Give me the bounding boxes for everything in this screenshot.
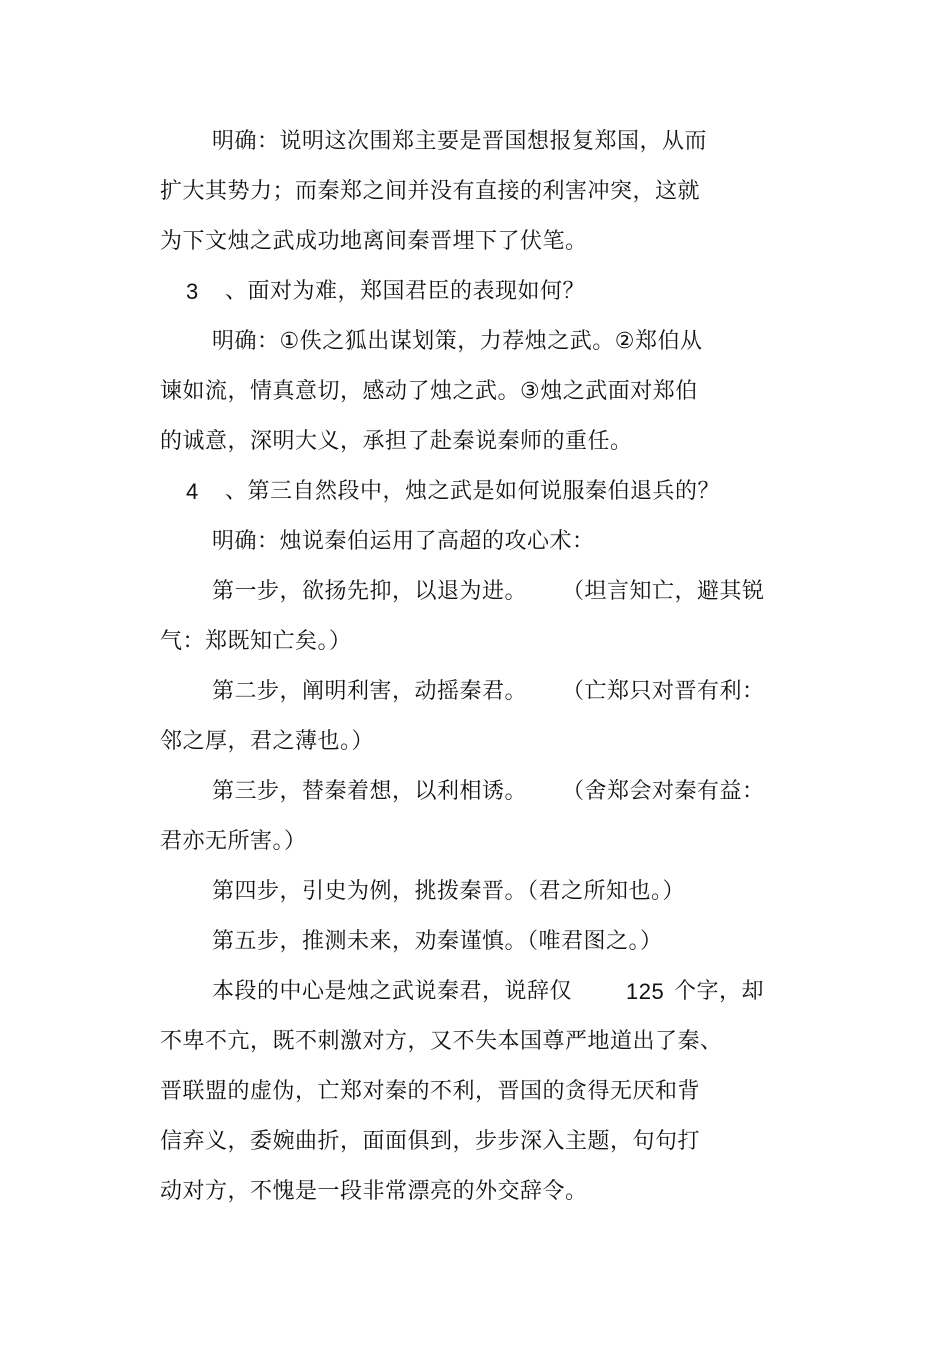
step-text: 第一步，欲扬先抑，以退为进。 (212, 579, 528, 604)
text-line: 的诚意，深明大义，承担了赴秦说秦师的重任。 (160, 429, 633, 454)
text-line: 明确：说明这次围郑主要是晋国想报复郑国，从而 (212, 129, 708, 154)
question-number: 3 (186, 279, 199, 304)
step-note: （坦言知亡，避其锐 (562, 579, 765, 604)
summary-lead: 本段的中心是烛之武说秦君，说辞仅 (212, 979, 573, 1004)
text-line: 不卑不亢，既不刺激对方，又不失本国尊严地道出了秦、 (160, 1029, 723, 1054)
step-note: （舍郑会对秦有益： (562, 779, 765, 804)
step-note-continued: 君亦无所害。） (160, 829, 307, 854)
text-line: 第四步，引史为例，挑拨秦晋。（君之所知也。） (212, 879, 686, 904)
question-text: 、面对为难，郑国君臣的表现如何？ (225, 279, 586, 304)
question-text: 、第三自然段中，烛之武是如何说服秦伯退兵的？ (225, 479, 721, 504)
step-note: （亡郑只对晋有利： (562, 679, 765, 704)
text-line: 明确：烛说秦伯运用了高超的攻心术： (212, 529, 595, 554)
text-line: 动对方，不愧是一段非常漂亮的外交辞令。 (160, 1179, 588, 1204)
text-line: 晋联盟的虚伪，亡郑对秦的不利，晋国的贪得无厌和背 (160, 1079, 701, 1104)
text-line: 谏如流，情真意切，感动了烛之武。③烛之武面对郑伯 (160, 379, 698, 404)
summary-lead-end: 个字，却 (674, 979, 765, 1004)
step-text: 第三步，替秦着想，以利相诱。 (212, 779, 528, 804)
step-note-continued: 气：郑既知亡矣。） (160, 629, 352, 654)
text-line: 扩大其势力；而秦郑之间并没有直接的利害冲突，这就 (160, 179, 701, 204)
text-line: 信弃义，委婉曲折，面面俱到，步步深入主题，句句打 (160, 1129, 701, 1154)
text-line: 明确：①佚之狐出谋划策，力荐烛之武。②郑伯从 (212, 329, 703, 354)
step-text: 第二步，阐明利害，动摇秦君。 (212, 679, 528, 704)
text-line: 为下文烛之武成功地离间秦晋埋下了伏笔。 (160, 229, 588, 254)
step-note-continued: 邻之厚，君之薄也。） (160, 729, 375, 754)
character-count: 125 (626, 979, 665, 1004)
text-line: 第五步，推测未来，劝秦谨慎。（唯君图之。） (212, 929, 663, 954)
question-number: 4 (186, 479, 199, 504)
